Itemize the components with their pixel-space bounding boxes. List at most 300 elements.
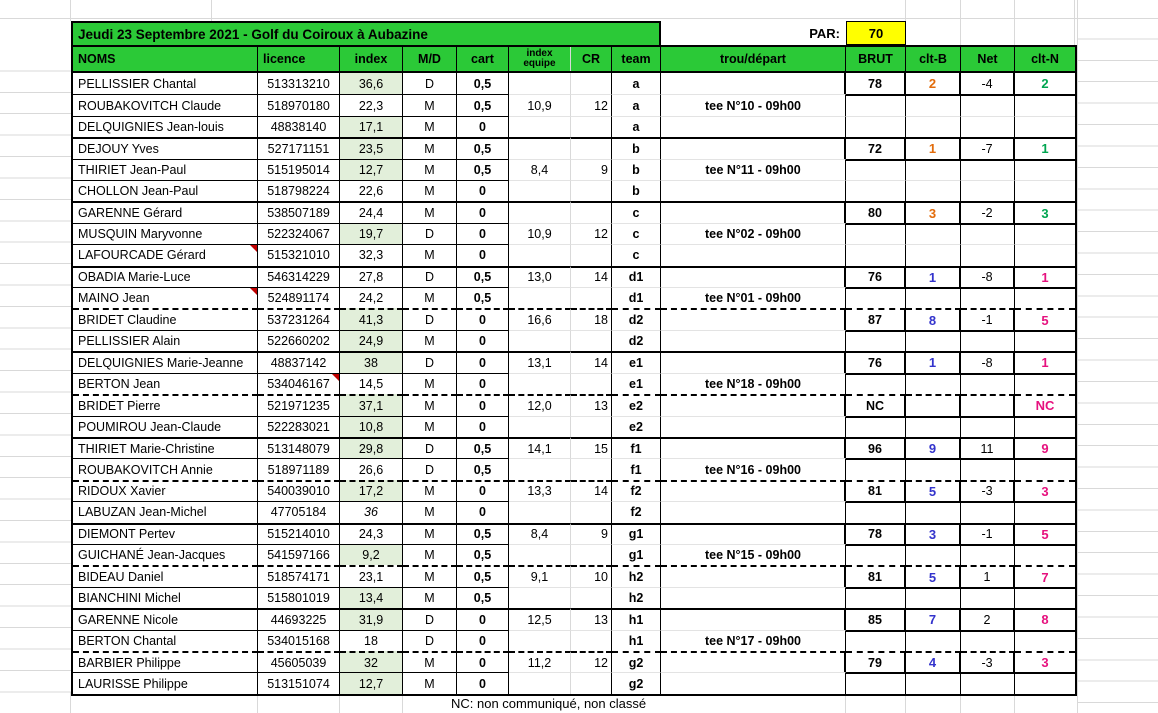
licence-cell[interactable]: 515214010 [258, 523, 340, 544]
tee-depart-cell[interactable] [661, 523, 846, 544]
index-equipe-cell[interactable] [509, 672, 571, 693]
licence-cell[interactable]: 518798224 [258, 180, 340, 201]
licence-cell[interactable]: 546314229 [258, 266, 340, 287]
cr-cell[interactable] [571, 73, 612, 94]
cart-cell[interactable]: 0 [457, 180, 509, 201]
cart-cell[interactable]: 0 [457, 244, 509, 265]
tee-depart-cell[interactable]: tee N°01 - 09h00 [661, 287, 846, 308]
licence-cell[interactable]: 541597166 [258, 544, 340, 565]
team-cell[interactable]: a [612, 116, 661, 137]
player-name-cell[interactable]: LABUZAN Jean-Michel [73, 501, 258, 522]
cart-cell[interactable]: 0 [457, 330, 509, 351]
brut-cell[interactable]: 87 [846, 308, 906, 329]
index-equipe-cell[interactable] [509, 587, 571, 608]
cr-cell[interactable] [571, 180, 612, 201]
index-cell[interactable]: 27,8 [340, 266, 403, 287]
cart-cell[interactable]: 0,5 [457, 137, 509, 158]
index-equipe-cell[interactable]: 8,4 [509, 523, 571, 544]
clt-b-cell[interactable] [906, 330, 961, 351]
md-cell[interactable]: M [403, 416, 457, 437]
clt-b-cell[interactable] [906, 373, 961, 394]
team-cell[interactable]: c [612, 201, 661, 222]
par-value-cell[interactable]: 70 [846, 21, 906, 45]
cart-cell[interactable]: 0 [457, 651, 509, 672]
index-cell[interactable]: 31,9 [340, 608, 403, 629]
brut-cell[interactable] [846, 630, 906, 651]
cr-cell[interactable]: 13 [571, 394, 612, 415]
index-cell[interactable]: 12,7 [340, 672, 403, 693]
tee-depart-cell[interactable] [661, 480, 846, 501]
player-name-cell[interactable]: BARBIER Philippe [73, 651, 258, 672]
brut-cell[interactable]: 80 [846, 201, 906, 222]
licence-cell[interactable]: 48838140 [258, 116, 340, 137]
tee-depart-cell[interactable] [661, 416, 846, 437]
clt-b-cell[interactable] [906, 416, 961, 437]
player-name-cell[interactable]: POUMIROU Jean-Claude [73, 416, 258, 437]
md-cell[interactable]: M [403, 159, 457, 180]
md-cell[interactable]: M [403, 501, 457, 522]
net-cell[interactable]: -1 [961, 308, 1015, 329]
net-cell[interactable] [961, 223, 1015, 244]
clt-b-cell[interactable]: 3 [906, 523, 961, 544]
cr-cell[interactable]: 13 [571, 608, 612, 629]
player-name-cell[interactable]: GARENNE Nicole [73, 608, 258, 629]
index-cell[interactable]: 29,8 [340, 437, 403, 458]
licence-cell[interactable]: 513148079 [258, 437, 340, 458]
team-cell[interactable]: b [612, 180, 661, 201]
cr-cell[interactable] [571, 330, 612, 351]
header-md[interactable]: M/D [403, 47, 457, 71]
brut-cell[interactable] [846, 544, 906, 565]
tee-depart-cell[interactable]: tee N°10 - 09h00 [661, 94, 846, 115]
index-cell[interactable]: 9,2 [340, 544, 403, 565]
cr-cell[interactable]: 12 [571, 223, 612, 244]
cr-cell[interactable]: 14 [571, 266, 612, 287]
index-cell[interactable]: 41,3 [340, 308, 403, 329]
clt-n-cell[interactable] [1015, 244, 1075, 265]
tee-depart-cell[interactable] [661, 651, 846, 672]
team-cell[interactable]: b [612, 137, 661, 158]
cart-cell[interactable]: 0 [457, 223, 509, 244]
index-cell[interactable]: 24,4 [340, 201, 403, 222]
licence-cell[interactable]: 522283021 [258, 416, 340, 437]
clt-n-cell[interactable] [1015, 544, 1075, 565]
index-cell[interactable]: 22,3 [340, 94, 403, 115]
brut-cell[interactable] [846, 180, 906, 201]
licence-cell[interactable]: 513151074 [258, 672, 340, 693]
clt-n-cell[interactable]: 1 [1015, 137, 1075, 158]
index-cell[interactable]: 18 [340, 630, 403, 651]
clt-b-cell[interactable] [906, 394, 961, 415]
clt-b-cell[interactable] [906, 159, 961, 180]
brut-cell[interactable] [846, 94, 906, 115]
md-cell[interactable]: D [403, 351, 457, 372]
clt-n-cell[interactable]: 1 [1015, 266, 1075, 287]
header-team[interactable]: team [612, 47, 661, 71]
brut-cell[interactable] [846, 116, 906, 137]
md-cell[interactable]: M [403, 180, 457, 201]
player-name-cell[interactable]: DELQUIGNIES Marie-Jeanne [73, 351, 258, 372]
index-equipe-cell[interactable] [509, 180, 571, 201]
md-cell[interactable]: M [403, 523, 457, 544]
clt-b-cell[interactable]: 7 [906, 608, 961, 629]
index-equipe-cell[interactable] [509, 501, 571, 522]
brut-cell[interactable] [846, 672, 906, 693]
tee-depart-cell[interactable]: tee N°15 - 09h00 [661, 544, 846, 565]
index-cell[interactable]: 26,6 [340, 458, 403, 479]
tee-depart-cell[interactable] [661, 501, 846, 522]
tee-depart-cell[interactable] [661, 565, 846, 586]
clt-b-cell[interactable] [906, 94, 961, 115]
cart-cell[interactable]: 0 [457, 394, 509, 415]
md-cell[interactable]: M [403, 116, 457, 137]
team-cell[interactable]: g1 [612, 544, 661, 565]
md-cell[interactable]: D [403, 308, 457, 329]
brut-cell[interactable] [846, 587, 906, 608]
net-cell[interactable]: 1 [961, 565, 1015, 586]
licence-cell[interactable]: 45605039 [258, 651, 340, 672]
cart-cell[interactable]: 0,5 [457, 523, 509, 544]
clt-n-cell[interactable] [1015, 116, 1075, 137]
tee-depart-cell[interactable] [661, 437, 846, 458]
net-cell[interactable] [961, 244, 1015, 265]
clt-n-cell[interactable]: 7 [1015, 565, 1075, 586]
tee-depart-cell[interactable] [661, 330, 846, 351]
clt-n-cell[interactable]: 5 [1015, 523, 1075, 544]
brut-cell[interactable]: 85 [846, 608, 906, 629]
team-cell[interactable]: d2 [612, 308, 661, 329]
player-name-cell[interactable]: GUICHANÉ Jean-Jacques [73, 544, 258, 565]
md-cell[interactable]: M [403, 480, 457, 501]
tee-depart-cell[interactable] [661, 244, 846, 265]
net-cell[interactable] [961, 116, 1015, 137]
licence-cell[interactable]: 534015168 [258, 630, 340, 651]
player-name-cell[interactable]: RIDOUX Xavier [73, 480, 258, 501]
clt-b-cell[interactable]: 9 [906, 437, 961, 458]
cr-cell[interactable] [571, 544, 612, 565]
licence-cell[interactable]: 522324067 [258, 223, 340, 244]
tee-depart-cell[interactable]: tee N°02 - 09h00 [661, 223, 846, 244]
team-cell[interactable]: c [612, 223, 661, 244]
licence-cell[interactable]: 515195014 [258, 159, 340, 180]
player-name-cell[interactable]: DIEMONT Pertev [73, 523, 258, 544]
clt-n-cell[interactable] [1015, 180, 1075, 201]
tee-depart-cell[interactable] [661, 308, 846, 329]
tee-depart-cell[interactable] [661, 116, 846, 137]
header-noms[interactable]: NOMS [73, 47, 258, 71]
index-cell[interactable]: 37,1 [340, 394, 403, 415]
net-cell[interactable]: -1 [961, 523, 1015, 544]
net-cell[interactable] [961, 416, 1015, 437]
empty-cell[interactable] [1015, 21, 1075, 45]
cr-cell[interactable] [571, 587, 612, 608]
net-cell[interactable] [961, 544, 1015, 565]
brut-cell[interactable]: 78 [846, 73, 906, 94]
tee-depart-cell[interactable] [661, 608, 846, 629]
licence-cell[interactable]: 48837142 [258, 351, 340, 372]
header-brut[interactable]: BRUT [846, 47, 906, 71]
cr-cell[interactable]: 14 [571, 351, 612, 372]
cart-cell[interactable]: 0,5 [457, 73, 509, 94]
net-cell[interactable] [961, 458, 1015, 479]
tee-depart-cell[interactable] [661, 201, 846, 222]
clt-n-cell[interactable]: 2 [1041, 76, 1049, 92]
index-equipe-cell[interactable]: 13,3 [509, 480, 571, 501]
cart-cell[interactable]: 0 [457, 351, 509, 372]
md-cell[interactable]: M [403, 373, 457, 394]
team-cell[interactable]: g1 [612, 523, 661, 544]
index-cell[interactable]: 23,1 [340, 565, 403, 586]
tee-depart-cell[interactable]: tee N°17 - 09h00 [661, 630, 846, 651]
clt-n-cell[interactable] [1015, 373, 1075, 394]
cr-cell[interactable] [571, 458, 612, 479]
net-cell[interactable]: 2 [961, 608, 1015, 629]
cr-cell[interactable] [571, 501, 612, 522]
clt-n-cell[interactable]: 3 [1015, 651, 1075, 672]
md-cell[interactable]: M [403, 394, 457, 415]
clt-n-cell[interactable] [1015, 458, 1075, 479]
licence-cell[interactable]: 513313210 [258, 73, 340, 94]
md-cell[interactable]: M [403, 330, 457, 351]
cart-cell[interactable]: 0 [457, 201, 509, 222]
clt-b-cell[interactable] [906, 458, 961, 479]
cart-cell[interactable]: 0,5 [457, 437, 509, 458]
net-cell[interactable] [961, 630, 1015, 651]
team-cell[interactable]: e1 [612, 373, 661, 394]
licence-cell[interactable]: 521971235 [258, 394, 340, 415]
brut-cell[interactable] [846, 159, 906, 180]
cr-cell[interactable] [571, 287, 612, 308]
team-cell[interactable]: f2 [612, 480, 661, 501]
team-cell[interactable]: f1 [612, 458, 661, 479]
index-equipe-cell[interactable]: 10,9 [509, 94, 571, 115]
index-cell[interactable]: 36 [340, 501, 403, 522]
player-name-cell[interactable]: OBADIA Marie-Luce [73, 266, 258, 287]
licence-cell[interactable]: 44693225 [258, 608, 340, 629]
md-cell[interactable]: M [403, 587, 457, 608]
player-name-cell[interactable]: THIRIET Marie-Christine [73, 437, 258, 458]
net-cell[interactable]: -8 [961, 266, 1015, 287]
cart-cell[interactable]: 0 [457, 630, 509, 651]
cr-cell[interactable] [571, 137, 612, 158]
cart-cell[interactable]: 0 [457, 501, 509, 522]
licence-cell[interactable]: 47705184 [258, 501, 340, 522]
md-cell[interactable]: M [403, 544, 457, 565]
tee-depart-cell[interactable] [661, 587, 846, 608]
md-cell[interactable]: D [403, 223, 457, 244]
cart-cell[interactable]: 0 [457, 480, 509, 501]
clt-n-cell[interactable]: 3 [1015, 201, 1075, 222]
player-name-cell[interactable]: DEJOUY Yves [73, 137, 258, 158]
player-name-cell[interactable]: BERTON Chantal [73, 630, 258, 651]
index-cell[interactable]: 24,9 [340, 330, 403, 351]
cart-cell[interactable]: 0,5 [457, 94, 509, 115]
licence-cell[interactable]: 515801019 [258, 587, 340, 608]
player-name-cell[interactable]: ROUBAKOVITCH Claude [73, 94, 258, 115]
licence-cell[interactable]: 537231264 [258, 308, 340, 329]
brut-cell[interactable] [846, 458, 906, 479]
header-clt-b[interactable]: clt-B [906, 47, 961, 71]
index-cell[interactable]: 17,1 [340, 116, 403, 137]
index-equipe-cell[interactable]: 13,1 [509, 351, 571, 372]
empty-cell[interactable] [906, 21, 961, 45]
player-name-cell[interactable]: BIANCHINI Michel [73, 587, 258, 608]
tee-depart-cell[interactable]: tee N°11 - 09h00 [661, 159, 846, 180]
cart-cell[interactable]: 0 [457, 308, 509, 329]
team-cell[interactable]: g2 [612, 672, 661, 693]
clt-n-cell[interactable] [1015, 672, 1075, 693]
clt-n-cell[interactable]: 1 [1015, 351, 1075, 372]
player-name-cell[interactable]: ROUBAKOVITCH Annie [73, 458, 258, 479]
index-cell[interactable]: 19,7 [340, 223, 403, 244]
index-equipe-cell[interactable] [509, 373, 571, 394]
brut-cell[interactable] [846, 223, 906, 244]
cr-cell[interactable] [571, 373, 612, 394]
cr-cell[interactable] [571, 244, 612, 265]
index-equipe-cell[interactable] [509, 73, 571, 94]
index-equipe-cell[interactable]: 8,4 [509, 159, 571, 180]
net-cell[interactable] [961, 159, 1015, 180]
net-cell[interactable]: -7 [961, 137, 1015, 158]
header-net[interactable]: Net [961, 47, 1015, 71]
net-cell[interactable]: -2 [961, 201, 1015, 222]
cr-cell[interactable]: 14 [571, 480, 612, 501]
team-cell[interactable]: b [612, 159, 661, 180]
brut-cell[interactable]: 79 [846, 651, 906, 672]
clt-b-cell[interactable] [906, 116, 961, 137]
index-cell[interactable]: 22,6 [340, 180, 403, 201]
team-cell[interactable]: f2 [612, 501, 661, 522]
tee-depart-cell[interactable] [661, 73, 846, 94]
index-cell[interactable]: 12,7 [340, 159, 403, 180]
index-cell[interactable]: 24,3 [340, 523, 403, 544]
clt-n-cell[interactable]: 8 [1015, 608, 1075, 629]
header-licence[interactable]: licence [258, 47, 340, 71]
brut-cell[interactable]: 76 [846, 351, 906, 372]
brut-cell[interactable] [846, 330, 906, 351]
player-name-cell[interactable]: GARENNE Gérard [73, 201, 258, 222]
net-cell[interactable] [961, 501, 1015, 522]
cart-cell[interactable]: 0 [457, 672, 509, 693]
cr-cell[interactable]: 9 [571, 523, 612, 544]
net-cell[interactable] [961, 394, 1015, 415]
cr-cell[interactable]: 10 [571, 565, 612, 586]
clt-n-cell[interactable] [1015, 630, 1075, 651]
md-cell[interactable]: D [403, 608, 457, 629]
clt-b-cell[interactable] [906, 587, 961, 608]
clt-n-cell[interactable] [1015, 287, 1075, 308]
index-equipe-cell[interactable] [509, 416, 571, 437]
cr-cell[interactable]: 12 [571, 651, 612, 672]
clt-b-cell[interactable]: 2 [906, 73, 961, 94]
net-cell[interactable] [961, 330, 1015, 351]
brut-cell[interactable] [846, 244, 906, 265]
licence-cell[interactable]: 534046167 [258, 373, 340, 394]
md-cell[interactable]: D [403, 266, 457, 287]
player-name-cell[interactable]: DELQUIGNIES Jean-louis [73, 116, 258, 137]
md-cell[interactable]: D [403, 73, 457, 94]
team-cell[interactable]: d1 [612, 266, 661, 287]
brut-cell[interactable]: 81 [846, 565, 906, 586]
clt-n-cell[interactable]: NC [1015, 394, 1075, 415]
md-cell[interactable]: M [403, 287, 457, 308]
clt-b-cell[interactable] [906, 180, 961, 201]
player-name-cell[interactable]: BERTON Jean [73, 373, 258, 394]
brut-cell[interactable]: NC [846, 394, 906, 415]
licence-cell[interactable]: 518970180 [258, 94, 340, 115]
clt-b-cell[interactable]: 1 [906, 266, 961, 287]
brut-cell[interactable]: 78 [846, 523, 906, 544]
cart-cell[interactable]: 0 [457, 116, 509, 137]
index-equipe-cell[interactable]: 14,1 [509, 437, 571, 458]
index-equipe-cell[interactable] [509, 458, 571, 479]
index-cell[interactable]: 38 [340, 351, 403, 372]
player-name-cell[interactable]: LAURISSE Philippe [73, 672, 258, 693]
licence-cell[interactable]: 518971189 [258, 458, 340, 479]
event-title-cell[interactable]: Jeudi 23 Septembre 2021 - Golf du Coiroux à Aubazine [71, 21, 661, 45]
header-cart[interactable]: cart [457, 47, 509, 71]
index-cell[interactable]: 36,6 [340, 73, 403, 94]
cr-cell[interactable]: 9 [571, 159, 612, 180]
team-cell[interactable]: a [612, 94, 661, 115]
md-cell[interactable]: M [403, 137, 457, 158]
team-cell[interactable]: h2 [612, 565, 661, 586]
empty-cell[interactable] [961, 21, 1015, 45]
net-cell[interactable]: -8 [961, 351, 1015, 372]
md-cell[interactable]: M [403, 94, 457, 115]
cart-cell[interactable]: 0,5 [457, 159, 509, 180]
clt-b-cell[interactable]: 1 [906, 137, 961, 158]
player-name-cell[interactable]: LAFOURCADE Gérard [73, 244, 258, 265]
cr-cell[interactable]: 15 [571, 437, 612, 458]
brut-cell[interactable] [846, 416, 906, 437]
index-equipe-cell[interactable]: 10,9 [509, 223, 571, 244]
brut-cell[interactable]: 81 [846, 480, 906, 501]
net-cell[interactable]: -4 [961, 73, 1015, 94]
index-equipe-cell[interactable] [509, 201, 571, 222]
net-cell[interactable]: 11 [961, 437, 1015, 458]
cr-cell[interactable] [571, 416, 612, 437]
player-name-cell[interactable]: BRIDET Pierre [73, 394, 258, 415]
clt-b-cell[interactable]: 5 [906, 480, 961, 501]
player-name-cell[interactable]: MUSQUIN Maryvonne [73, 223, 258, 244]
team-cell[interactable]: f1 [612, 437, 661, 458]
team-cell[interactable]: g2 [612, 651, 661, 672]
cart-cell[interactable]: 0,5 [457, 565, 509, 586]
player-name-cell[interactable]: THIRIET Jean-Paul [73, 159, 258, 180]
md-cell[interactable]: M [403, 244, 457, 265]
player-name-cell[interactable]: BIDEAU Daniel [73, 565, 258, 586]
brut-cell[interactable]: 76 [846, 266, 906, 287]
player-name-cell[interactable]: MAINO Jean [73, 287, 258, 308]
clt-n-cell[interactable] [1015, 159, 1075, 180]
index-equipe-cell[interactable] [509, 244, 571, 265]
clt-b-cell[interactable] [906, 672, 961, 693]
index-cell[interactable]: 24,2 [340, 287, 403, 308]
md-cell[interactable]: M [403, 201, 457, 222]
index-equipe-cell[interactable]: 9,1 [509, 565, 571, 586]
tee-depart-cell[interactable] [661, 137, 846, 158]
clt-b-cell[interactable] [906, 501, 961, 522]
cart-cell[interactable]: 0,5 [457, 544, 509, 565]
header-index[interactable]: index [340, 47, 403, 71]
player-name-cell[interactable]: CHOLLON Jean-Paul [73, 180, 258, 201]
index-cell[interactable]: 32,3 [340, 244, 403, 265]
team-cell[interactable]: e1 [612, 351, 661, 372]
md-cell[interactable]: D [403, 630, 457, 651]
brut-cell[interactable]: 96 [846, 437, 906, 458]
index-equipe-cell[interactable] [509, 544, 571, 565]
